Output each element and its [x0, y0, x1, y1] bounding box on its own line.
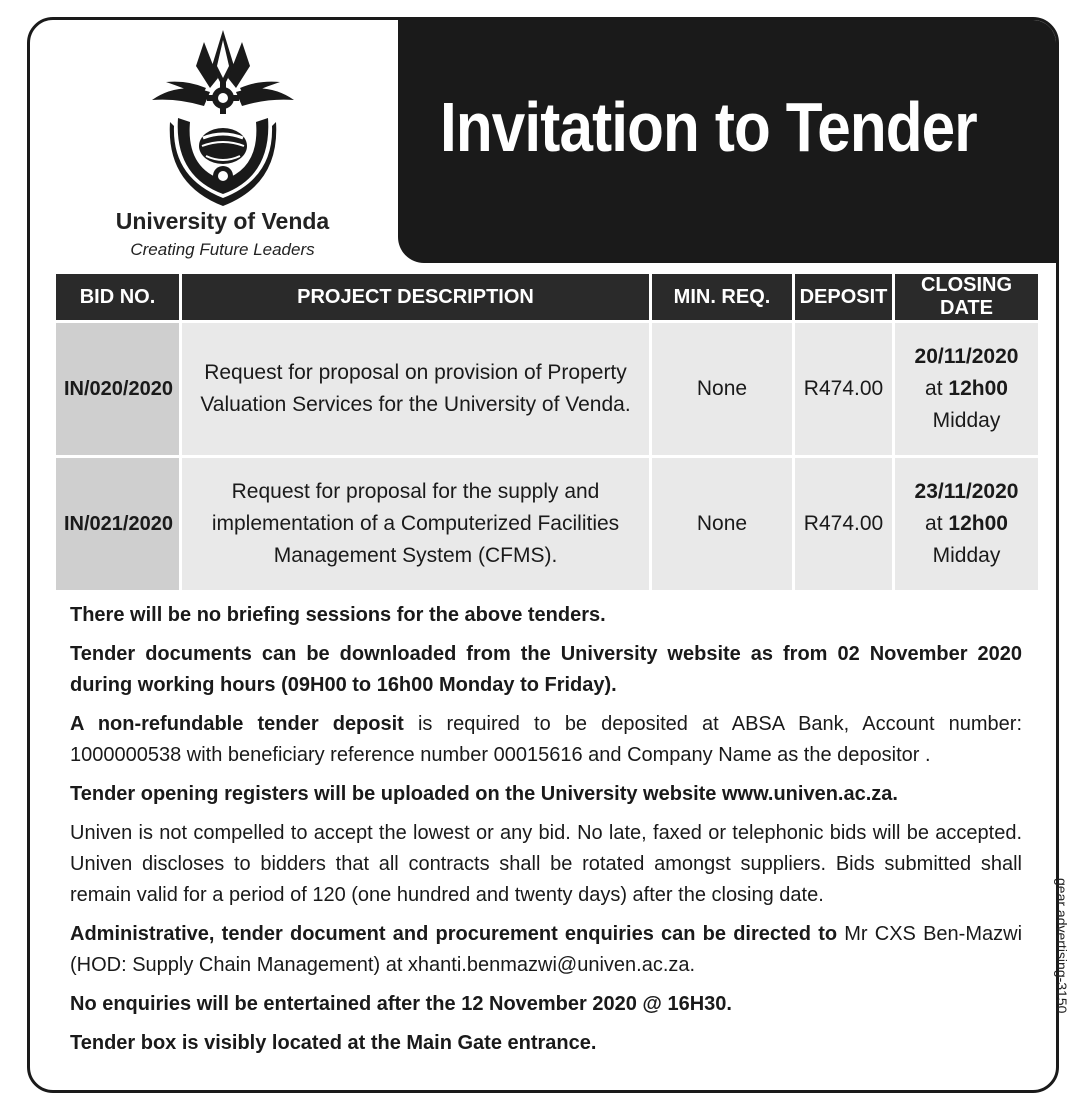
min-requirement: None — [652, 323, 792, 455]
closing-date — [895, 323, 1038, 455]
note-download: Tender documents can be downloaded from the University website as from 02 November 2020 during working hours (09H00 to 16h00 Monday to Friday). — [70, 643, 1022, 696]
closing-time: 12h00 — [948, 377, 1008, 400]
column-header: MIN. REQ. — [652, 274, 792, 320]
tender-notice — [27, 17, 1059, 1093]
closing-time-line — [903, 373, 1030, 405]
note-deposit-lead: A non-refundable tender deposit — [70, 713, 404, 735]
note-policy: Univen is not compelled to accept the lowest or any bid. No late, faxed or telephonic bids will be accepted. Univen discloses to bidders that all contracts shall be rotated amongst suppliers. Bids submitted shall remain valid for a period of 120 (one hundred and twenty days) after the closing date. — [70, 822, 1022, 906]
closing-time-line — [903, 508, 1030, 540]
column-header: BID NO. — [56, 274, 179, 320]
tender-notes — [70, 600, 1022, 1067]
note-briefing: There will be no briefing sessions for the above tenders. — [70, 604, 606, 626]
advertising-credit — [1054, 878, 1074, 1038]
university-crest-icon — [148, 26, 298, 211]
closing-date-value: 23/11/2020 — [914, 480, 1019, 503]
table-row — [56, 458, 1038, 590]
note-enquiries-lead: Administrative, tender document and procurement enquiries can be directed to — [70, 923, 838, 945]
title-banner — [398, 17, 1059, 263]
closing-at: at — [925, 512, 943, 535]
project-description: Request for proposal for the supply and implementation of a Computerized Facilities Management System (CFMS). — [182, 458, 649, 590]
closing-time: 12h00 — [948, 512, 1008, 535]
closing-date — [895, 458, 1038, 590]
column-header: DEPOSIT — [795, 274, 892, 320]
project-description: Request for proposal on provision of Property Valuation Services for the University of Venda. — [182, 323, 649, 455]
note-no-enquiries: No enquiries will be entertained after the 12 November 2020 @ 16H30. — [70, 993, 732, 1015]
note-registers: Tender opening registers will be uploaded on the University website www.univen.ac.za. — [70, 783, 898, 805]
table-header-row — [56, 274, 1038, 320]
university-name: University of Venda — [115, 208, 330, 234]
column-header: PROJECT DESCRIPTION — [182, 274, 649, 320]
note-enquiries-rest: Mr CXS Ben-Mazwi (HOD: Supply Chain Management) at xhanti.benmazwi@univen.ac.za. — [70, 923, 1023, 976]
university-tagline: Creating Future Leaders — [130, 240, 315, 259]
closing-at: at — [925, 377, 943, 400]
bid-number: IN/021/2020 — [56, 458, 179, 590]
closing-note: Midday — [932, 544, 1001, 567]
min-requirement: None — [652, 458, 792, 590]
column-header: CLOSING DATE — [895, 274, 1038, 320]
deposit-amount: R474.00 — [795, 323, 892, 455]
page-title: Invitation to Tender — [440, 88, 977, 166]
note-deposit — [70, 709, 1022, 771]
note-enquiries — [70, 919, 1022, 981]
bid-number: IN/020/2020 — [56, 323, 179, 455]
note-deposit-rest: is required to be deposited at ABSA Bank, Account number: 1000000538 with beneficiary reference number 00015616 and Company Name as the depositor . — [70, 713, 1023, 766]
tender-table — [53, 271, 1041, 593]
advertising-credit-text: gear advertising-3150 — [1054, 878, 1070, 1014]
closing-date-value: 20/11/2020 — [914, 345, 1019, 368]
note-tender-box: Tender box is visibly located at the Main Gate entrance. — [70, 1032, 597, 1054]
deposit-amount: R474.00 — [795, 458, 892, 590]
closing-note: Midday — [932, 409, 1001, 432]
table-row — [56, 323, 1038, 455]
